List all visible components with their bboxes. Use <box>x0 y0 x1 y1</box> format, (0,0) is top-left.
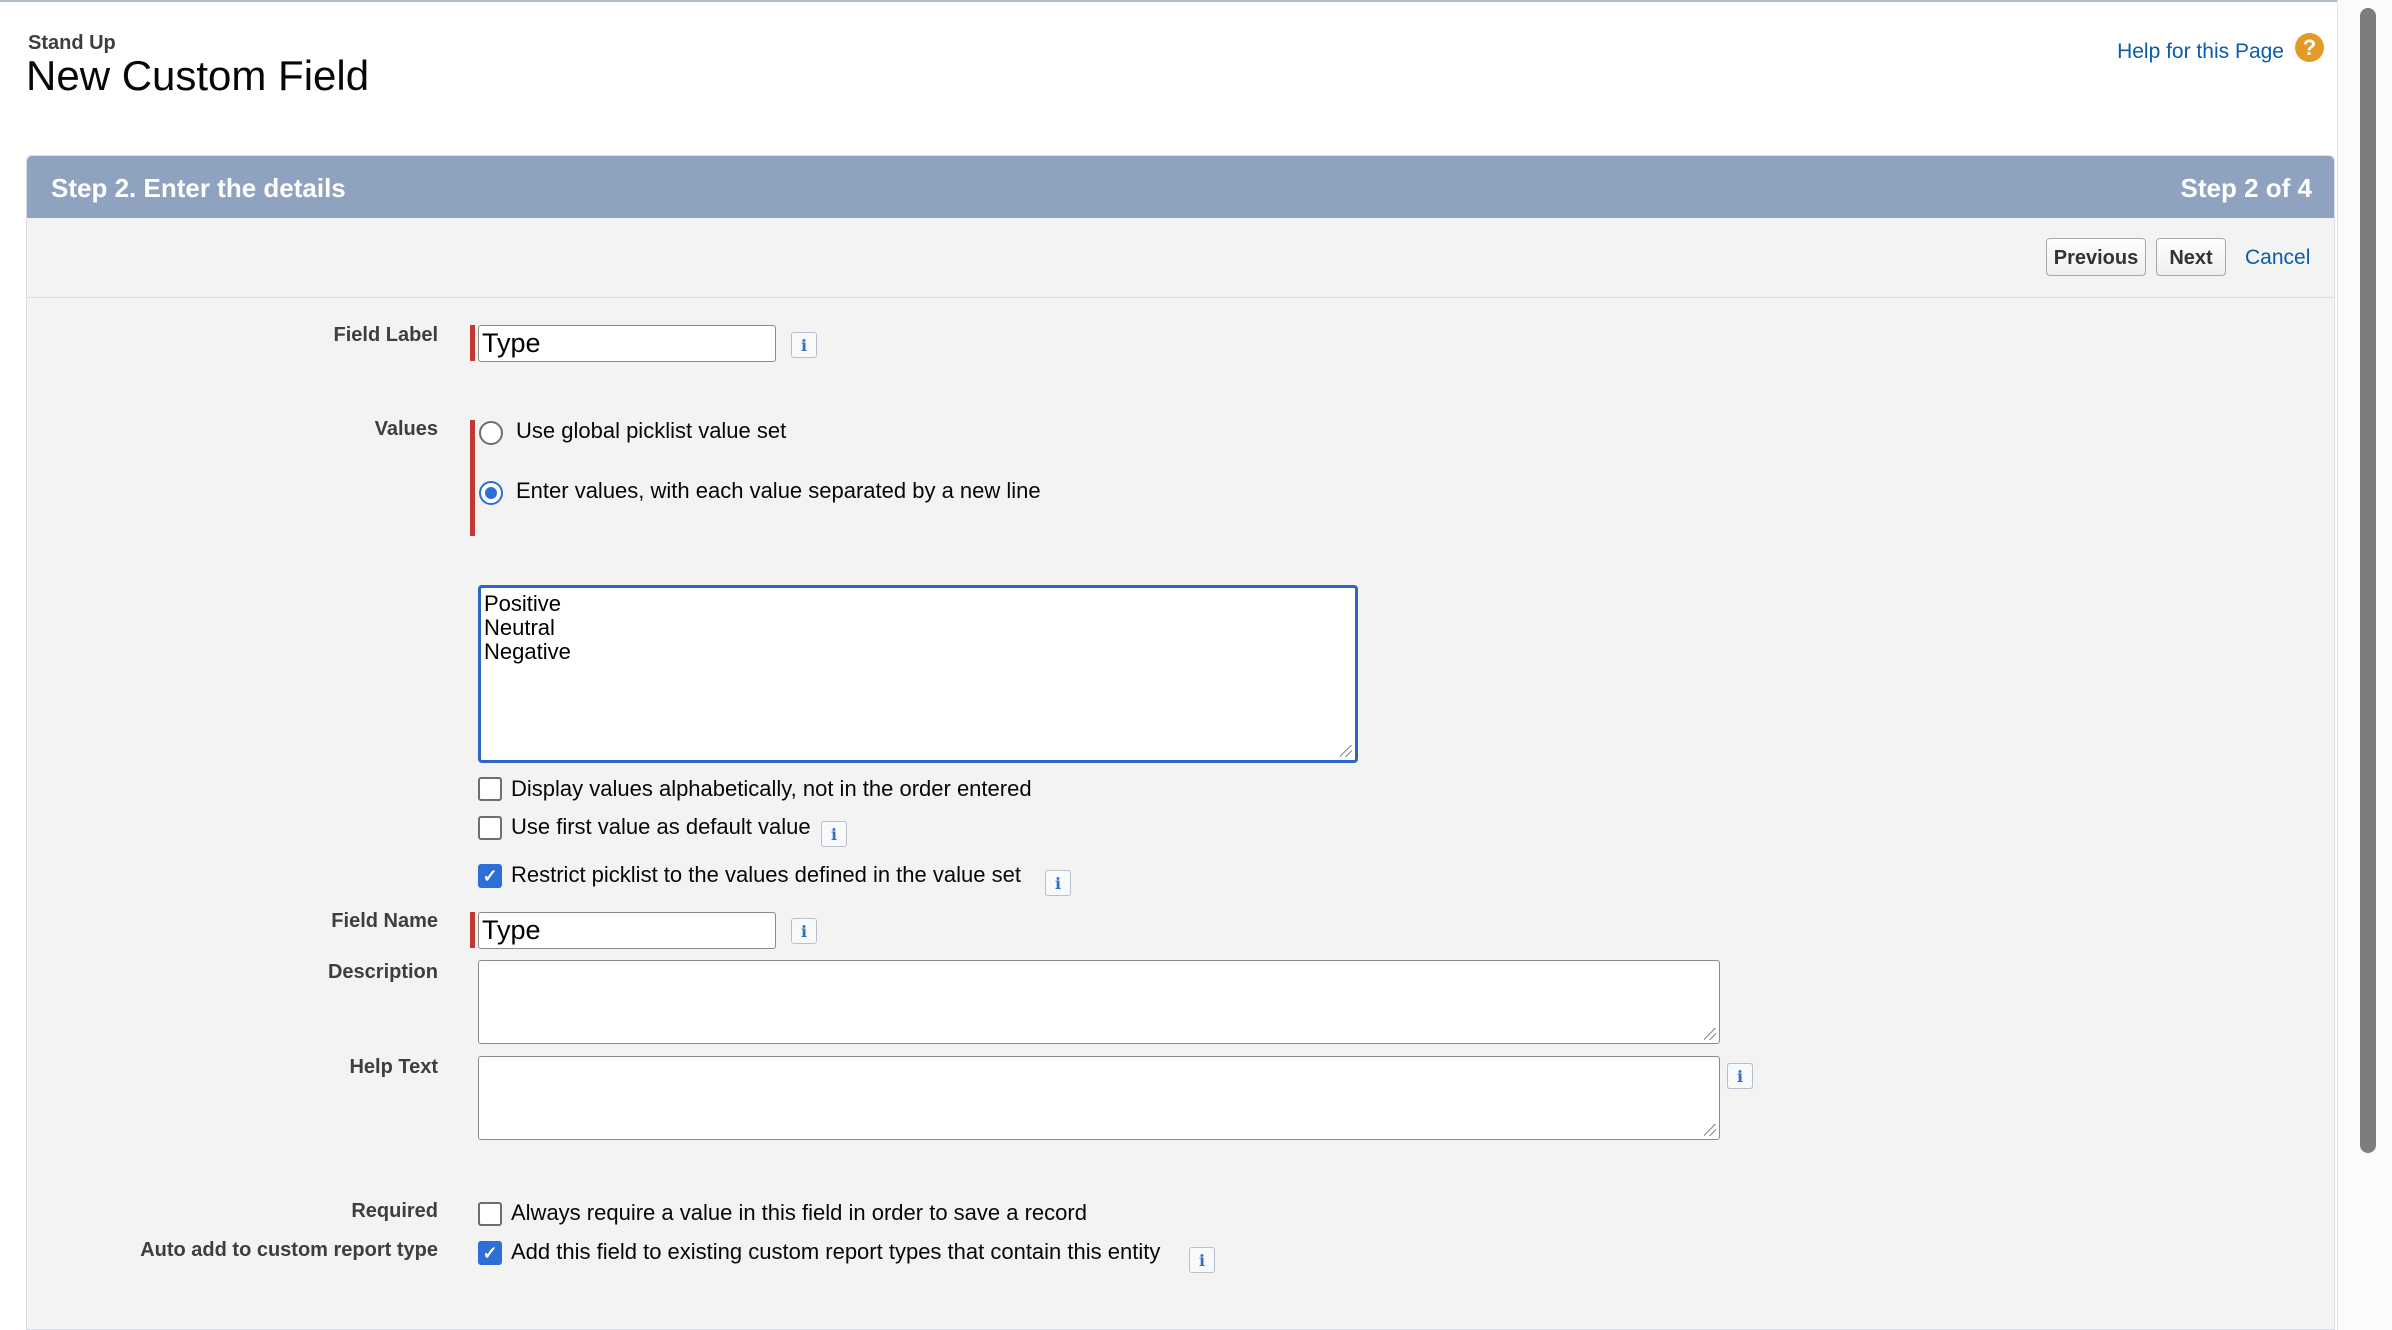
divider <box>27 297 2334 298</box>
field-label-input[interactable]: Type <box>478 325 776 362</box>
step-header <box>27 156 2334 218</box>
global-picklist-radio[interactable] <box>479 421 503 445</box>
field-name-input[interactable]: Type <box>478 912 776 949</box>
required-marker <box>470 912 475 948</box>
value-entry: Positive <box>484 591 562 616</box>
values-textarea[interactable] <box>478 585 1358 763</box>
info-icon[interactable]: i <box>1045 870 1071 896</box>
info-icon[interactable]: i <box>791 918 817 944</box>
description-textarea[interactable] <box>478 960 1720 1044</box>
enter-values-option-label: Enter values, with each value separated by a new line <box>516 478 1041 503</box>
field-label-label: Field Label <box>333 324 438 346</box>
scrollbar-thumb[interactable] <box>2360 8 2376 1153</box>
enter-values-radio[interactable] <box>479 481 503 505</box>
breadcrumb: Stand Up <box>28 32 116 54</box>
values-label: Values <box>374 418 438 440</box>
resize-handle-icon[interactable] <box>1704 1028 1716 1040</box>
first-value-default-checkbox[interactable] <box>478 816 502 840</box>
cancel-link[interactable]: Cancel <box>2245 246 2311 269</box>
step-count: Step 2 of 4 <box>2180 173 2312 203</box>
alphabetical-checkbox[interactable] <box>478 777 502 801</box>
resize-handle-icon[interactable] <box>1704 1124 1716 1136</box>
next-button[interactable]: Next <box>2156 238 2226 276</box>
previous-button[interactable]: Previous <box>2046 238 2146 276</box>
alphabetical-checkbox-label: Display values alphabetically, not in the order entered <box>511 776 1032 801</box>
value-entry: Negative <box>484 639 571 664</box>
first-value-default-label: Use first value as default value <box>511 814 811 839</box>
auto-add-label: Auto add to custom report type <box>140 1239 438 1261</box>
value-entry: Neutral <box>484 615 555 640</box>
description-label: Description <box>327 961 438 983</box>
question-circle-icon[interactable]: ? <box>2295 33 2324 62</box>
restrict-picklist-label: Restrict picklist to the values defined in the value set <box>511 862 1021 887</box>
auto-add-checkbox[interactable]: ✓ <box>478 1241 502 1265</box>
resize-handle-icon[interactable] <box>1340 745 1352 757</box>
info-icon[interactable]: i <box>791 332 817 358</box>
global-picklist-option-label: Use global picklist value set <box>516 418 787 443</box>
info-icon[interactable]: i <box>1727 1063 1753 1089</box>
required-checkbox-label: Always require a value in this field in order to save a record <box>511 1200 1087 1225</box>
required-checkbox[interactable] <box>478 1202 502 1226</box>
page-title: New Custom Field <box>26 52 370 99</box>
info-icon[interactable]: i <box>1189 1247 1215 1273</box>
step-title: Step 2. Enter the details <box>51 173 346 203</box>
scrollbar[interactable] <box>2337 0 2392 1330</box>
info-icon[interactable]: i <box>821 821 847 847</box>
help-text-label: Help Text <box>349 1056 438 1078</box>
help-for-page-link[interactable]: Help for this Page <box>2117 40 2284 63</box>
field-name-label: Field Name <box>331 910 438 932</box>
required-label: Required <box>351 1200 438 1222</box>
auto-add-checkbox-label: Add this field to existing custom report types that contain this entity <box>511 1239 1161 1264</box>
top-border <box>0 0 2392 2</box>
required-marker <box>470 325 475 361</box>
required-marker <box>470 420 475 536</box>
help-text-textarea[interactable] <box>478 1056 1720 1140</box>
restrict-picklist-checkbox[interactable]: ✓ <box>478 864 502 888</box>
